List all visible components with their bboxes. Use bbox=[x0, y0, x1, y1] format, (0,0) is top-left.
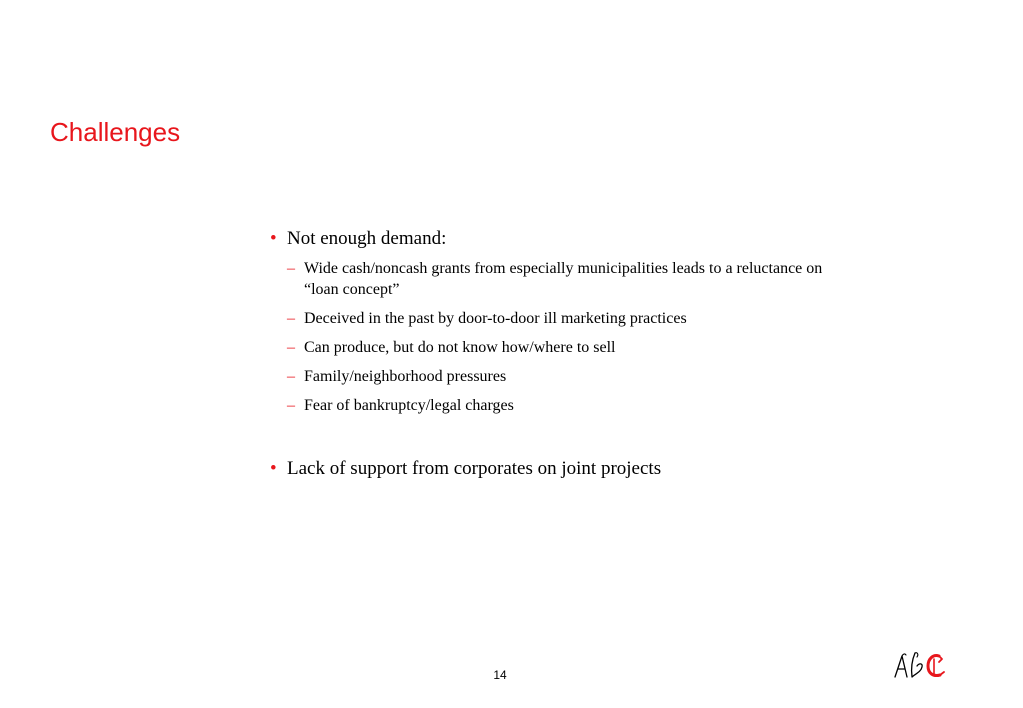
bullet-text: Lack of support from corporates on joint projects bbox=[287, 458, 662, 479]
page-number: 14 bbox=[493, 668, 507, 682]
sub-bullet-text: Fear of bankruptcy/legal charges bbox=[304, 397, 514, 414]
bullet-item bbox=[270, 457, 830, 481]
sub-bullet-marker: – bbox=[287, 368, 295, 385]
bullet-marker: • bbox=[270, 458, 277, 479]
bullet-text: Not enough demand: bbox=[287, 228, 447, 249]
sub-bullet-item bbox=[287, 366, 830, 387]
slide-title: Challenges bbox=[50, 117, 181, 147]
sub-bullet-marker: – bbox=[287, 397, 295, 414]
sub-bullet-text: Deceived in the past by door-to-door ill marketing practices bbox=[304, 310, 687, 327]
sub-bullet-text: Wide cash/noncash grants from especially municipalities leads to a reluctance on “loan concept” bbox=[304, 260, 823, 298]
sub-bullet-marker: – bbox=[287, 260, 295, 277]
sub-bullet-item bbox=[287, 337, 830, 358]
bullet-item bbox=[270, 227, 830, 251]
sub-bullet-list bbox=[287, 258, 830, 416]
sub-bullet-item bbox=[287, 308, 830, 329]
bullet-list bbox=[270, 227, 830, 481]
bullet-marker: • bbox=[270, 228, 277, 249]
sub-bullet-text: Can produce, but do not know how/where to sell bbox=[304, 339, 616, 356]
sub-bullet-item bbox=[287, 395, 830, 416]
sub-bullet-text: Family/neighborhood pressures bbox=[304, 368, 507, 385]
sub-bullet-marker: – bbox=[287, 310, 295, 327]
sub-bullet-marker: – bbox=[287, 339, 295, 356]
sub-bullet-item bbox=[287, 258, 830, 300]
abc-logo-icon bbox=[893, 650, 949, 680]
